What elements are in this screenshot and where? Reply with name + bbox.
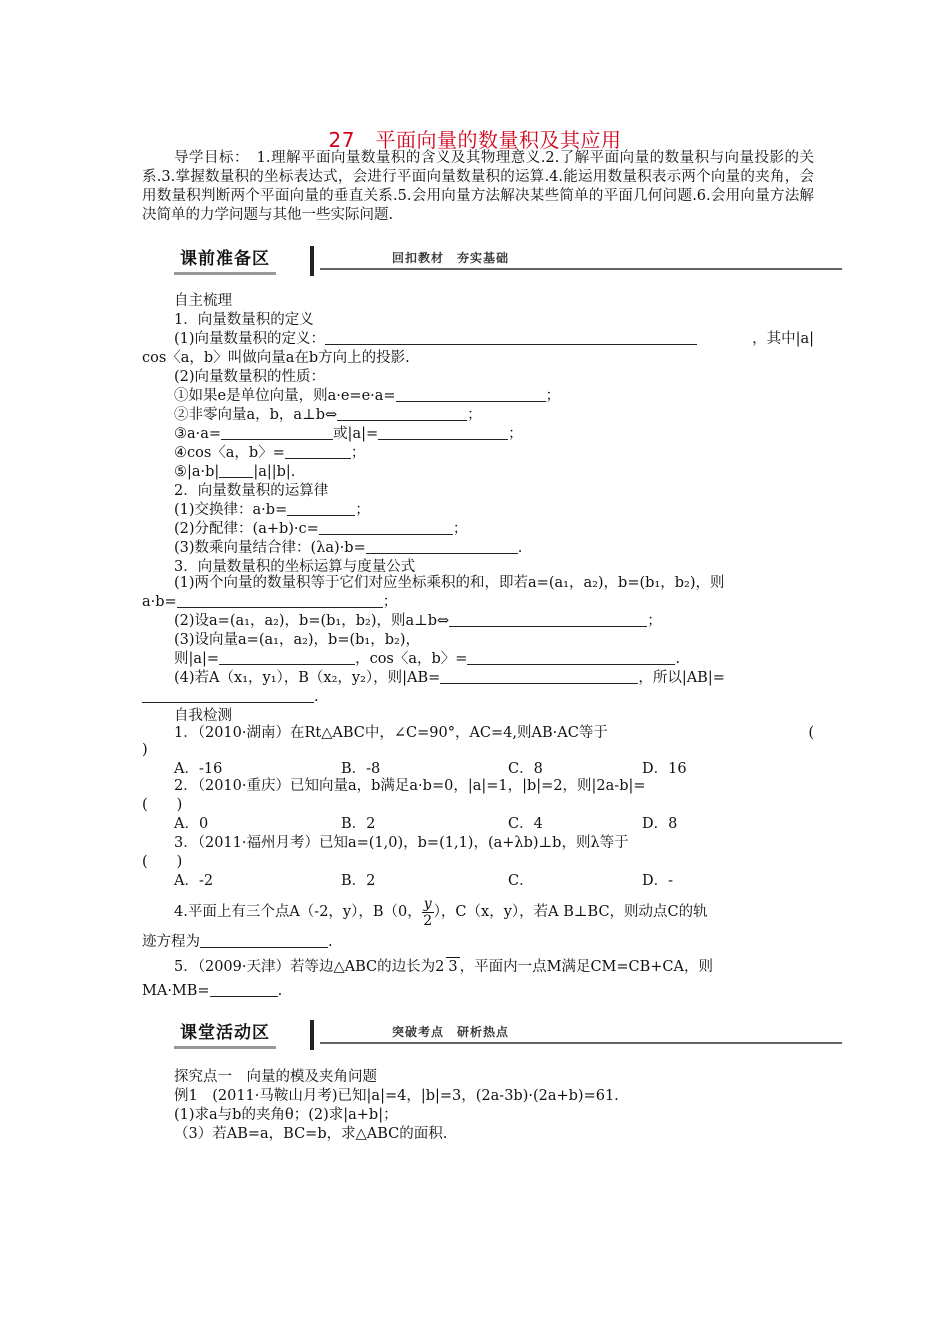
answer-blank[interactable] <box>319 520 453 535</box>
option[interactable]: D．8 <box>642 816 678 832</box>
banner-divider <box>310 246 314 276</box>
answer-blank[interactable] <box>142 688 314 703</box>
line: . <box>142 688 814 707</box>
option[interactable]: D．- <box>642 873 674 889</box>
line: (3)设向量a=(a₁，a₂)，b=(b₁，b₂)， <box>174 632 420 648</box>
line: ) <box>142 742 148 758</box>
answer-blank[interactable] <box>366 539 518 554</box>
answer-blank[interactable] <box>440 669 638 684</box>
question-5: 5．（2009·天津）若等边△ABC的边长为2 3 ，平面内一点M满足CM=CB+CA，则 <box>174 959 713 975</box>
banner-subtitle: 突破考点 研析热点 <box>392 1025 510 1039</box>
line: (2)向量数量积的性质： <box>174 369 326 385</box>
square-root: 3 <box>448 959 458 975</box>
line: ②非零向量a，b，a⊥b⇔ ； <box>174 407 482 423</box>
answer-blank[interactable] <box>287 501 355 516</box>
learning-goals: 导学目标： 1.理解平面向量数量积的含义及其物理意义.2.了解平面向量的数量积与向量投影的关系.3.掌握数量积的坐标表达式，会进行平面向量数量积的运算.4.能运用数量积表示两个向量的夹角，会用数量积判断两个平面向量的垂直关系.5.会用向量方法解决某些简单的平面几何问题.6.会用向量方法解决简单的力学问题与其他一些实际问题. <box>142 150 814 223</box>
question-1: 1．（2010·湖南）在Rt△ABC中，∠C=90°，AC=4,则AB·AC等于 ( <box>174 725 814 741</box>
banner-divider <box>310 1020 314 1050</box>
answer-blank[interactable] <box>177 593 383 608</box>
line: ③a·a= 或|a|= ； <box>174 426 523 442</box>
banner-tag: 课前准备区 <box>174 246 276 275</box>
line: 则|a|= ，cos〈a，b〉= . <box>174 651 681 667</box>
answer-blank[interactable] <box>219 463 253 478</box>
line: ④cos〈a，b〉= ； <box>174 445 366 461</box>
line: a·b= ； <box>142 594 398 610</box>
line: 迹方程为 . <box>142 934 333 950</box>
line: ( ) <box>142 797 183 813</box>
line: 2．向量数量积的运算律 <box>174 483 329 499</box>
line: ( ) <box>142 854 183 870</box>
page-title: 27 平面向量的数量积及其应用 <box>328 128 622 152</box>
option[interactable]: D．16 <box>642 761 687 777</box>
answer-blank[interactable] <box>210 982 278 997</box>
line: MA·MB= . <box>142 983 283 999</box>
answer-blank[interactable] <box>219 650 355 665</box>
option[interactable]: A．-16 <box>174 761 223 777</box>
option[interactable]: B．2 <box>341 816 376 832</box>
line: ①如果e是单位向量，则a·e=e·a= ； <box>174 388 561 404</box>
line: 3．向量数量积的坐标运算与度量公式 <box>174 559 416 575</box>
answer-blank[interactable] <box>285 444 351 459</box>
banner-rule <box>320 1042 842 1044</box>
answer-blank[interactable] <box>200 933 328 948</box>
section-banner-prep <box>174 246 842 276</box>
line: 1．向量数量积的定义 <box>174 312 314 328</box>
line: (2)分配律：(a+b)·c= ； <box>174 521 468 537</box>
line: (1)向量数量积的定义： ，其中|a| <box>174 331 814 347</box>
banner-subtitle: 回扣教材 夯实基础 <box>392 251 510 265</box>
example-1: 例1 (2011·马鞍山月考)已知|a|=4，|b|=3，(2a-3b)·(2a+b)=61. <box>174 1088 619 1104</box>
option[interactable]: B．2 <box>341 873 376 889</box>
fraction: $\frac{y}{2}$ <box>423 895 433 929</box>
question-2: 2．（2010·重庆）已知向量a，b满足a·b=0，|a|=1，|b|=2，则|2a-b|= <box>174 778 646 794</box>
banner-tag: 课堂活动区 <box>174 1020 276 1049</box>
answer-blank[interactable] <box>378 425 508 440</box>
option[interactable]: C． <box>508 873 534 889</box>
option[interactable]: C．4 <box>508 816 543 832</box>
line: (1)交换律：a·b= ； <box>174 502 370 518</box>
line: （3）若AB=a，BC=b，求△ABC的面积. <box>174 1126 448 1142</box>
line: (2)设a=(a₁，a₂)，b=(b₁，b₂)，则a⊥b⇔ ； <box>174 613 662 629</box>
line: (3)数乘向量结合律：(λa)·b= . <box>174 540 523 556</box>
option[interactable]: A．0 <box>174 816 209 832</box>
line: (1)两个向量的数量积等于它们对应坐标乘积的和，即若a=(a₁，a₂)，b=(b₁，b₂)，则 <box>174 575 725 591</box>
question-3: 3．（2011·福州月考）已知a=(1,0)，b=(1,1)，(a+λb)⊥b，则λ等于 <box>174 835 629 851</box>
answer-blank[interactable] <box>221 425 333 440</box>
option[interactable]: B．-8 <box>341 761 381 777</box>
answer-blank[interactable] <box>449 612 647 627</box>
banner-rule <box>320 268 842 270</box>
question-4: 4.平面上有三个点A（-2，y），B（0， $\frac{y}{2}$ ），C（x，y），若A B⊥BC，则动点C的轨 <box>174 895 708 929</box>
option[interactable]: A．-2 <box>174 873 214 889</box>
section-banner-class <box>174 1020 842 1050</box>
answer-blank[interactable] <box>467 650 675 665</box>
heading-self-review: 自主梳理 <box>174 293 232 309</box>
line: ⑤|a·b| |a||b|. <box>174 464 296 480</box>
option[interactable]: C．8 <box>508 761 543 777</box>
line: (4)若A（x₁，y₁），B（x₂，y₂），则|AB= ，所以|AB|= <box>174 670 725 686</box>
line: cos〈a，b〉叫做向量a在b方向上的投影. <box>142 350 410 366</box>
answer-blank[interactable] <box>396 387 546 402</box>
answer-blank[interactable] <box>325 330 697 345</box>
answer-blank[interactable] <box>337 406 467 421</box>
line: (1)求a与b的夹角θ；(2)求|a+b|； <box>174 1107 398 1123</box>
heading-self-test: 自我检测 <box>174 708 232 724</box>
heading-explore: 探究点一 向量的模及夹角问题 <box>174 1069 377 1085</box>
